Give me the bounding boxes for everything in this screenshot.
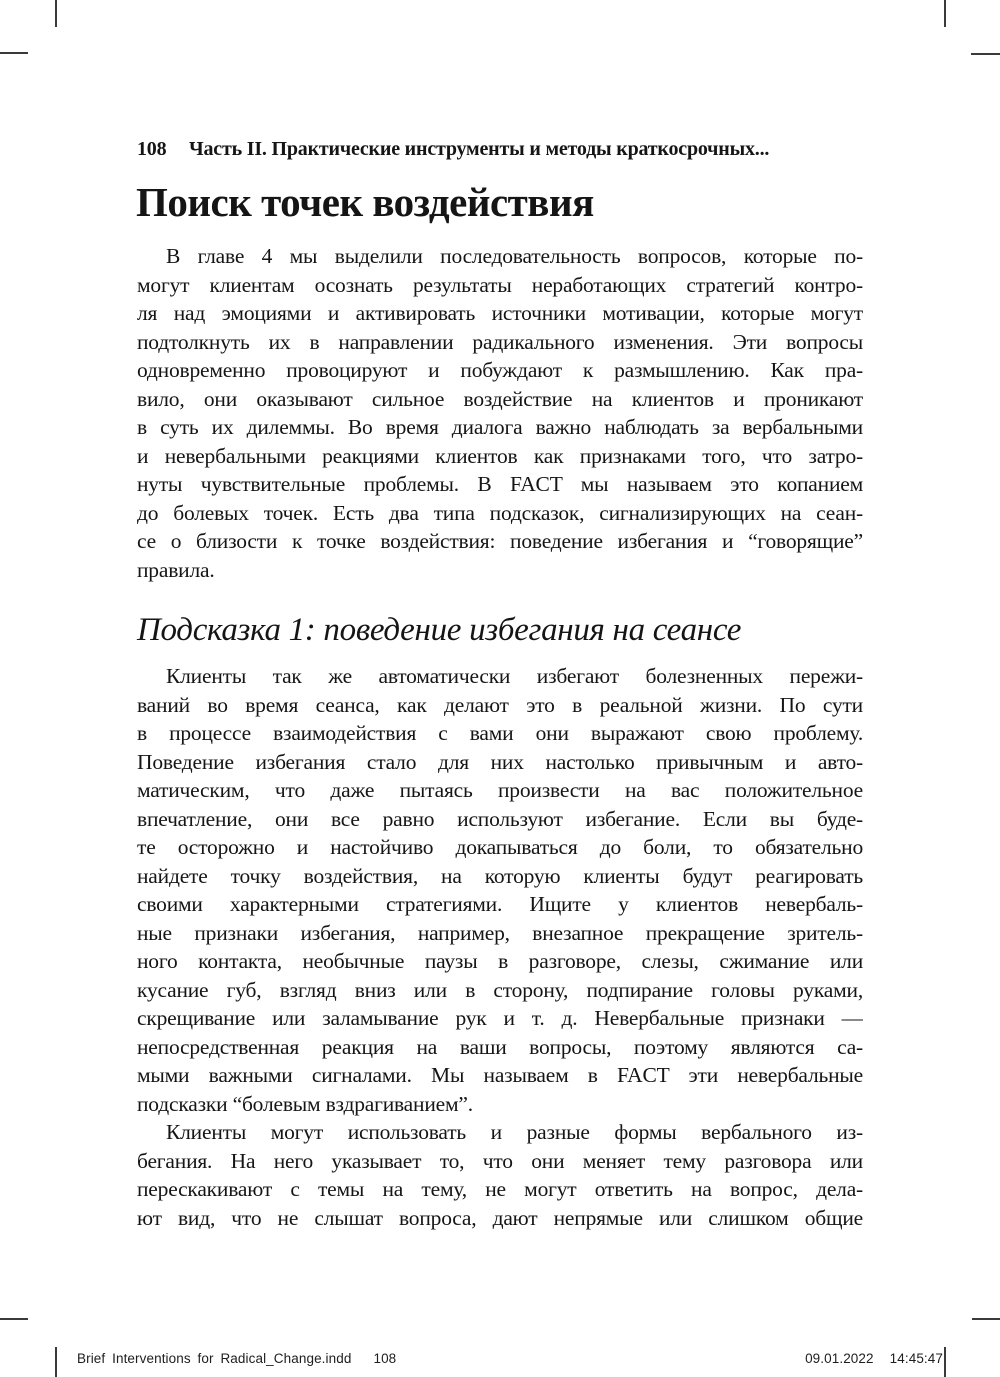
- crop-mark-bottom-right-vertical: [944, 1347, 946, 1377]
- text-line: ваний во время сеанса, как делают это в реальной жизни. По сути: [137, 692, 863, 717]
- text-line: своими характерными стратегиями. Ищите у клиентов невербаль-: [137, 892, 863, 916]
- footer-date: 09.01.2022: [805, 1351, 874, 1366]
- text-line: непосредственная реакция на ваши вопросы, поэтому являются са-: [137, 1034, 863, 1059]
- text-line: се о близости к точке воздействия: поведение избегания и “говорящие”: [137, 529, 863, 553]
- text-line: нуты чувствительные проблемы. В FACT мы называем это копанием: [137, 472, 863, 496]
- crop-mark-top-left-horizontal: [0, 52, 28, 54]
- text-line: ля над эмоциями и активировать источники мотивации, которые могут: [137, 301, 863, 325]
- paragraph: [137, 242, 863, 584]
- text-line: в процессе взаимодействия с вами они выражают свою проблему.: [137, 721, 863, 745]
- text-line: ного контакта, необычные паузы в разговоре, слезы, сжимание или: [137, 949, 863, 973]
- text-line: Клиенты так же автоматически избегают болезненных пережи-: [166, 664, 863, 688]
- text-line: до болевых точек. Есть два типа подсказок, сигнализирующих на сеан-: [137, 500, 863, 525]
- text-line: в суть их дилеммы. Во время диалога важно наблюдать за вербальными: [137, 415, 863, 439]
- section-heading: Подсказка 1: поведение избегания на сеансе: [137, 612, 742, 648]
- crop-mark-top-right-horizontal: [971, 53, 1000, 55]
- crop-mark-top-right-vertical: [944, 0, 946, 27]
- footer-left: [77, 1351, 396, 1366]
- text-line: и невербальными реакциями клиентов как признаками того, что затро-: [137, 443, 863, 468]
- text-line: подтолкнуть их в направлении радикального изменения. Эти вопросы: [137, 329, 863, 354]
- text-line: мыми важными сигналами. Мы называем в FACT эти невербальные: [137, 1063, 863, 1087]
- text-line: одновременно провоцируют и побуждают к размышлению. Как пра-: [137, 358, 863, 382]
- header-page-number: 108: [137, 138, 167, 160]
- header-running-title: Часть II. Практические инструменты и методы краткосрочных...: [189, 138, 770, 160]
- text-line: Поведение избегания стало для них настолько привычным и авто-: [137, 749, 863, 774]
- text-line: ные признаки избегания, например, внезапное прекращение зритель-: [137, 920, 863, 945]
- text-line: В главе 4 мы выделили последовательность вопросов, которые по-: [166, 244, 863, 268]
- text-line: впечатление, они все равно используют избегание. Если вы буде-: [137, 806, 863, 831]
- text-line: скрещивание или заламывание рук и т. д. Невербальные признаки —: [137, 1006, 863, 1030]
- crop-mark-bottom-right-horizontal: [972, 1318, 1000, 1320]
- paragraph: [137, 662, 863, 1118]
- text-line: подсказки “болевым вздрагиванием”.: [137, 1091, 473, 1116]
- paragraph: [137, 1118, 863, 1232]
- text-line: ют вид, что не слышат вопроса, дают непрямые или слишком общие: [137, 1205, 863, 1230]
- text-line: кусание губ, взгляд вниз или в сторону, подпирание головы руками,: [137, 977, 863, 1002]
- text-line: могут клиентам осознать результаты неработающих стратегий контро-: [137, 272, 863, 297]
- crop-mark-top-left-vertical: [55, 0, 57, 27]
- text-line: матическим, что даже пытаясь произвести на вас положительное: [137, 778, 863, 802]
- text-line: найдете точку воздействия, на которую клиенты будут реагировать: [137, 863, 863, 888]
- page-body-text: [137, 0, 863, 1232]
- footer-page-number: 108: [373, 1351, 397, 1366]
- crop-mark-bottom-left-horizontal: [0, 1318, 28, 1320]
- crop-mark-bottom-left-vertical: [55, 1347, 57, 1377]
- footer-right: [805, 1351, 943, 1366]
- page-footer: [77, 1351, 943, 1366]
- text-line: те осторожно и настойчиво докапываться до боли, то обязательно: [137, 835, 863, 859]
- chapter-title: Поиск точек воздействия: [136, 179, 594, 225]
- text-line: вило, они оказывают сильное воздействие на клиентов и проникают: [137, 386, 863, 411]
- text-line: перескакивают с темы на тему, не могут ответить на вопрос, дела-: [137, 1177, 863, 1201]
- footer-filename: Brief Interventions for Radical_Change.indd: [77, 1351, 352, 1366]
- text-line: правила.: [137, 557, 215, 582]
- footer-time: 14:45:47: [889, 1351, 943, 1366]
- text-line: бегания. На него указывает то, что они меняет тему разговора или: [137, 1148, 863, 1173]
- text-line: Клиенты могут использовать и разные формы вербального из-: [166, 1120, 863, 1144]
